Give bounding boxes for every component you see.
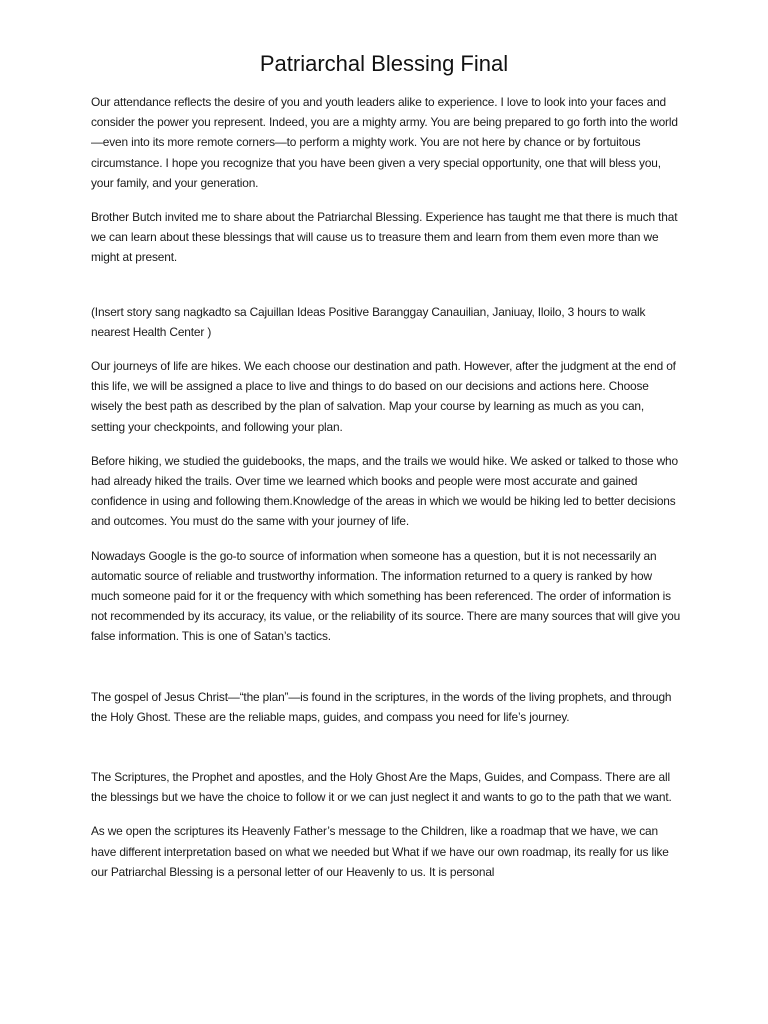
paragraph-attendance: Our attendance reflects the desire of you and youth leaders alike to experience. I love to look into your faces and consider the power you represent. Indeed, you are a mighty army. You are being prepared to go forth into the world—even into its more remote corners—to perform a mighty work. You are not here by chance or by fortuitous circumstance. I hope you recognize that you have been given a very special opportunity, one that will bless you, your family, and your generation. (91, 95, 678, 190)
document-title: Patriarchal Blessing Final (259, 51, 509, 76)
paragraph-scriptures: The Scriptures, the Prophet and apostles, and the Holy Ghost Are the Maps, Guides, and Compass. There are all the blessings but we have the choice to follow it or we can just neglect it and wants to go to the path that we want. (91, 770, 672, 805)
paragraph-hiking: Before hiking, we studied the guidebooks, the maps, and the trails we would hike. We asked or talked to those who had already hiked the trails. Over time we learned which books and people were most accurate and gained confidence in using and following them.Knowledge of the areas in which we would be hiking led to better decisions and outcomes. You must do the same with your journey of life. (91, 453, 678, 529)
paragraph-google: Nowadays Google is the go-to source of information when someone has a question, but it is not necessarily an automatic source of reliable and trustworthy information. The information returned to a query is ranked by how much someone paid for it or the frequency with which something has been referenced. The order of information is not recommended by its accuracy, its value, or the reliability of its source. There are many sources that will give you false information. This is one of Satan’s tactics. (91, 548, 681, 644)
paragraph-insert-story: (Insert story sang nagkadto sa Cajuillan Ideas Positive Baranggay Canauilian, Janiuay, Iloilo, 3 hours to walk nearest Health Center ) (91, 304, 646, 339)
document-body (91, 92, 681, 882)
paragraph-roadmap: As we open the scriptures its Heavenly Father’s message to the Children, like a roadmap that we have, we can have different interpretation based on what we needed but What if we have our own roadmap, its really for us like our Patriarchal Blessing is a personal letter of our Heavenly to us. It is personal (91, 824, 669, 879)
paragraph-journeys: Our journeys of life are hikes. We each choose our destination and path. However, after the judgment at the end of this life, we will be assigned a place to live and things to do based on our decisions and actions here. Choose wisely the best path as described by the plan of salvation. Map your course by learning as much as you can, setting your checkpoints, and following your plan. (91, 359, 676, 434)
paragraph-invitation: Brother Butch invited me to share about the Patriarchal Blessing. Experience has taught me that there is much that we can learn about these blessings that will cause us to treasure them and learn from them even more than we might at present. (91, 210, 678, 265)
paragraph-gospel: The gospel of Jesus Christ—“the plan”—is found in the scriptures, in the words of the living prophets, and through the Holy Ghost. These are the reliable maps, guides, and compass you need for life’s journey. (91, 689, 672, 724)
